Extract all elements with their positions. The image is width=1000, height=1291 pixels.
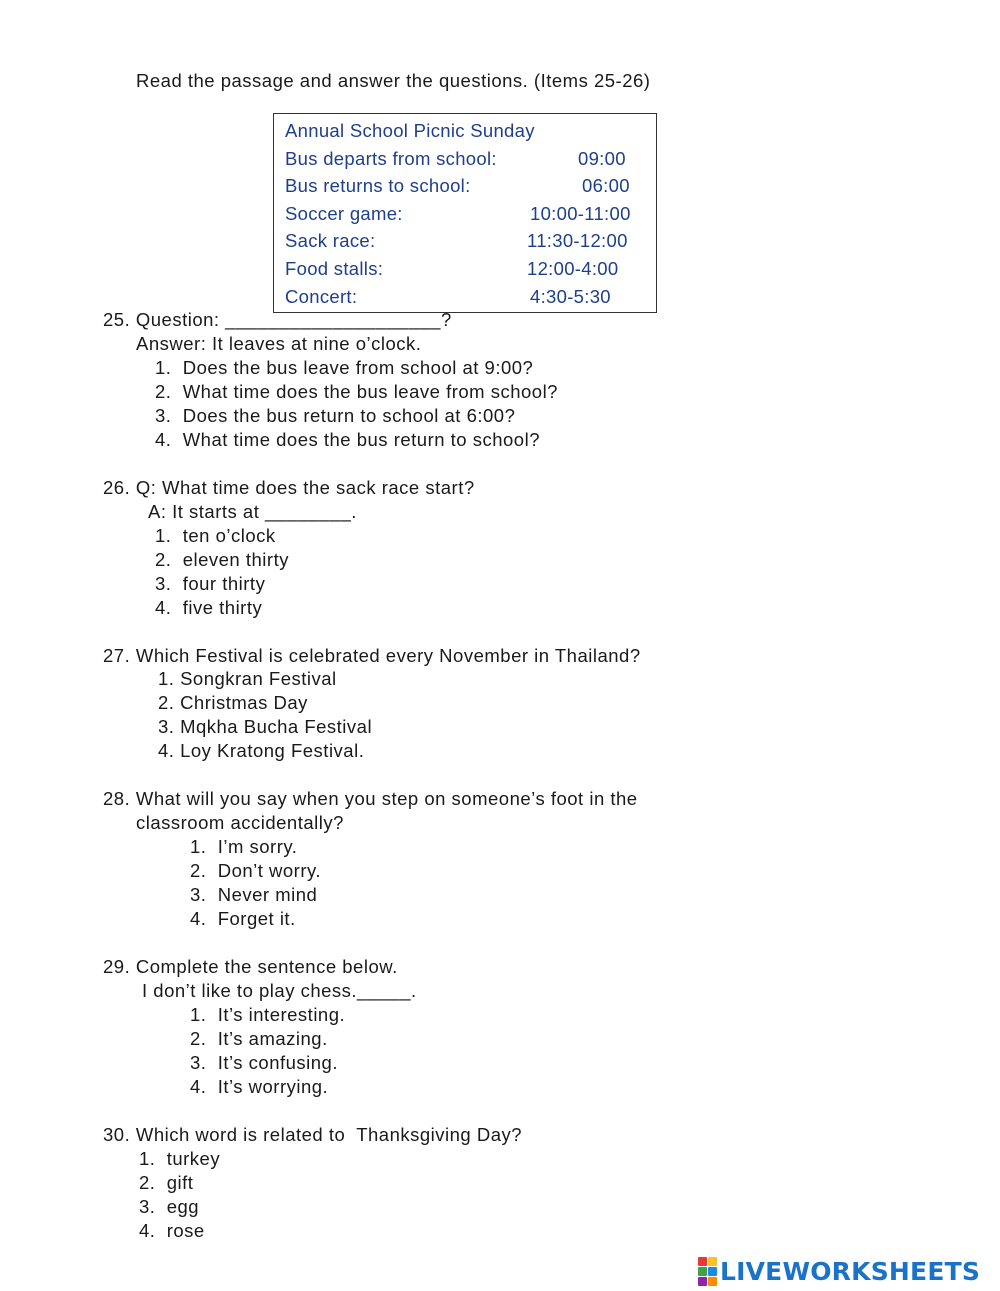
question-27-option: 1. Songkran Festival bbox=[158, 668, 337, 689]
schedule-time: 12:00-4:00 bbox=[527, 258, 619, 279]
question-25-stem: 25. Question: ____________________? bbox=[103, 309, 452, 330]
question-30-option: 2. gift bbox=[139, 1172, 194, 1193]
question-26-stem: 26. Q: What time does the sack race start? bbox=[103, 477, 475, 498]
question-29-option: 2. It’s amazing. bbox=[190, 1028, 328, 1049]
question-28-stem-continued: classroom accidentally? bbox=[136, 812, 344, 833]
question-26-answer: A: It starts at ________. bbox=[148, 501, 357, 522]
schedule-label: Soccer game: bbox=[285, 203, 403, 224]
schedule-title: Annual School Picnic Sunday bbox=[285, 120, 535, 141]
question-26-option: 2. eleven thirty bbox=[155, 549, 289, 570]
question-29-stem: 29. Complete the sentence below. bbox=[103, 956, 398, 977]
question-25-option: 4. What time does the bus return to school? bbox=[155, 429, 540, 450]
schedule-time: 10:00-11:00 bbox=[530, 203, 631, 224]
schedule-label: Concert: bbox=[285, 286, 358, 307]
question-27-option: 3. Mqkha Bucha Festival bbox=[158, 716, 373, 737]
question-26-option: 3. four thirty bbox=[155, 573, 266, 594]
schedule-label: Sack race: bbox=[285, 230, 376, 251]
question-29-option: 1. It’s interesting. bbox=[190, 1004, 346, 1025]
question-25-option: 3. Does the bus return to school at 6:00? bbox=[155, 405, 516, 426]
question-26-option: 1. ten o’clock bbox=[155, 525, 276, 546]
schedule-time: 11:30-12:00 bbox=[527, 230, 628, 251]
question-29-prompt: I don’t like to play chess._____. bbox=[142, 980, 417, 1001]
question-25-option: 2. What time does the bus leave from school? bbox=[155, 381, 558, 402]
question-28-option: 4. Forget it. bbox=[190, 908, 296, 929]
question-30-option: 4. rose bbox=[139, 1220, 205, 1241]
liveworksheets-logo-icon bbox=[698, 1257, 717, 1286]
schedule-label: Food stalls: bbox=[285, 258, 384, 279]
question-28-stem: 28. What will you say when you step on someone’s foot in the bbox=[103, 788, 638, 809]
question-27-option: 2. Christmas Day bbox=[158, 692, 308, 713]
question-28-option: 2. Don’t worry. bbox=[190, 860, 322, 881]
question-28-option: 1. I’m sorry. bbox=[190, 836, 298, 857]
question-30-option: 3. egg bbox=[139, 1196, 200, 1217]
schedule-time: 4:30-5:30 bbox=[530, 286, 611, 307]
schedule-label: Bus returns to school: bbox=[285, 175, 471, 196]
question-26-option: 4. five thirty bbox=[155, 597, 263, 618]
liveworksheets-logo bbox=[698, 1256, 980, 1286]
question-25-answer: Answer: It leaves at nine o’clock. bbox=[136, 333, 422, 354]
schedule-time: 06:00 bbox=[582, 175, 630, 196]
question-28-option: 3. Never mind bbox=[190, 884, 318, 905]
question-25-option: 1. Does the bus leave from school at 9:00? bbox=[155, 357, 534, 378]
question-27-option: 4. Loy Kratong Festival. bbox=[158, 740, 365, 761]
question-27-stem: 27. Which Festival is celebrated every November in Thailand? bbox=[103, 645, 641, 666]
liveworksheets-logo-text: LIVEWORKSHEETS bbox=[720, 1256, 981, 1286]
schedule-label: Bus departs from school: bbox=[285, 148, 497, 169]
question-30-option: 1. turkey bbox=[139, 1148, 221, 1169]
schedule-time: 09:00 bbox=[578, 148, 626, 169]
question-30-stem: 30. Which word is related to Thanksgiving Day? bbox=[103, 1124, 523, 1145]
instruction-text: Read the passage and answer the questions. (Items 25-26) bbox=[136, 70, 651, 91]
question-29-option: 3. It’s confusing. bbox=[190, 1052, 338, 1073]
question-29-option: 4. It’s worrying. bbox=[190, 1076, 329, 1097]
